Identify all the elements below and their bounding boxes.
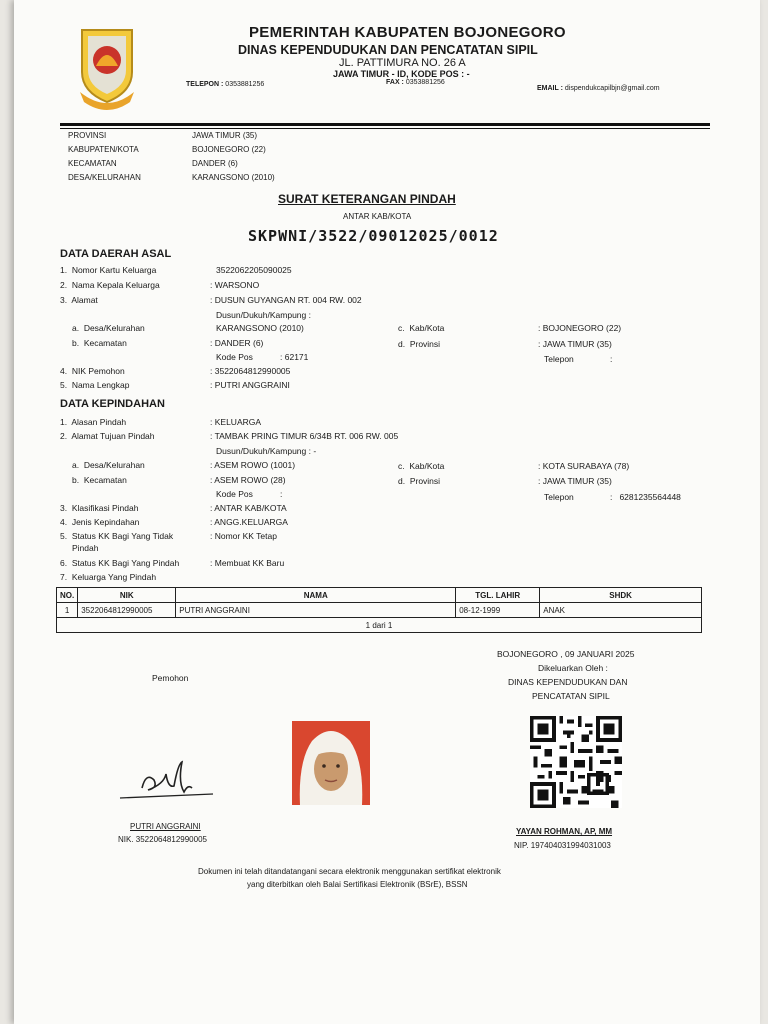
asal-row-3a: a. Desa/Kelurahan <box>72 323 145 333</box>
asal-desa: KARANGSONO (2010) <box>216 323 304 333</box>
pindah-dusun-label: Dusun/Dukuh/Kampung : - <box>216 446 317 456</box>
col-header-shdk: SHDK <box>540 588 702 603</box>
pindah-kab-label: c. Kab/Kota <box>398 461 445 471</box>
asal-prov: : JAWA TIMUR (35) <box>538 339 612 349</box>
pindah-status-tidak: : Nomor KK Tetap <box>210 531 277 541</box>
section-heading-kepindahan: DATA KEPINDAHAN <box>60 398 165 410</box>
asal-prov-label: d. Provinsi <box>398 339 441 349</box>
table-pagination-row <box>57 618 702 633</box>
agency-name: DINAS KEPENDUDUKAN DAN PENCATATAN SIPIL <box>238 43 538 57</box>
asal-row-4: 4. NIK Pemohon <box>60 366 125 376</box>
pindah-alasan: : KELUARGA <box>210 417 262 427</box>
place-date: BOJONEGORO , 09 JANUARI 2025 <box>497 649 635 659</box>
document-title: SURAT KETERANGAN PINDAH <box>278 192 456 206</box>
document-subtitle: ANTAR KAB/KOTA <box>343 212 412 221</box>
region-value-kecamatan: DANDER (6) <box>192 159 238 168</box>
header-rule-thin <box>60 128 710 129</box>
cell-nik: 3522064812990005 <box>78 603 176 618</box>
pindah-klas: : ANTAR KAB/KOTA <box>210 503 287 513</box>
asal-kodepos: : 62171 <box>280 352 309 362</box>
address-line-1: JL. PATTIMURA NO. 26 A <box>339 57 466 69</box>
region-value-kabupaten: BOJONEGORO (22) <box>192 145 266 154</box>
pindah-row-4: 4. Jenis Kepindahan <box>60 517 140 527</box>
asal-telp-label: Telepon <box>544 354 574 364</box>
region-label-kabupaten: KABUPATEN/KOTA <box>68 145 139 154</box>
pindah-row-7: 7. Keluarga Yang Pindah <box>60 572 157 582</box>
pindah-row-3: 3. Klasifikasi Pindah <box>60 503 139 513</box>
family-table <box>56 587 702 633</box>
pindah-telp: : 6281235564448 <box>610 492 681 502</box>
pindah-row-6: 6. Status KK Bagi Yang Pindah <box>60 558 180 568</box>
asal-alamat: : DUSUN GUYANGAN RT. 004 RW. 002 <box>210 295 362 305</box>
region-value-desa: KARANGSONO (2010) <box>192 173 275 182</box>
table-pagination: 1 dari 1 <box>57 618 702 633</box>
official-nip: NIP. 197404031994031003 <box>514 841 611 850</box>
header-email: EMAIL : dispendukcapilbjn@gmail.com <box>537 85 660 92</box>
cell-no: 1 <box>57 603 78 618</box>
header-rule <box>60 123 710 126</box>
address-line-2: JAWA TIMUR - ID, KODE POS : - <box>333 69 470 79</box>
col-header-nama: NAMA <box>176 588 456 603</box>
region-label-kecamatan: KECAMATAN <box>68 159 117 168</box>
official-name: YAYAN ROHMAN, AP, MM <box>516 827 613 836</box>
asal-telp-colon: : <box>610 354 613 364</box>
header-fax: FAX : 0353881256 <box>386 79 445 86</box>
pindah-kec: : ASEM ROWO (28) <box>210 475 286 485</box>
asal-nik: : 3522064812990005 <box>210 366 291 376</box>
asal-kodepos-label: Kode Pos <box>216 352 253 362</box>
table-row <box>57 603 702 618</box>
cell-tgl-lahir: 08-12-1999 <box>456 603 540 618</box>
asal-kec: : DANDER (6) <box>210 338 264 348</box>
col-header-no: NO. <box>57 588 78 603</box>
asal-row-5: 5. Nama Lengkap <box>60 380 130 390</box>
government-name: PEMERINTAH KABUPATEN BOJONEGORO <box>249 24 566 41</box>
pindah-kodepos-label: Kode Pos <box>216 489 253 499</box>
pindah-row-1: 1. Alasan Pindah <box>60 417 127 427</box>
table-header-row <box>57 588 702 603</box>
region-label-desa: DESA/KELURAHAN <box>68 173 141 182</box>
pindah-telp-label: Telepon <box>544 492 574 502</box>
pindah-desa: : ASEM ROWO (1001) <box>210 460 296 470</box>
pindah-jenis: : ANGG.KELUARGA <box>210 517 288 527</box>
issued-by: Dikeluarkan Oleh : <box>538 663 608 673</box>
pemohon-name: PUTRI ANGGRAINI <box>130 822 201 831</box>
asal-kepala: : WARSONO <box>210 280 260 290</box>
pindah-alamat: : TAMBAK PRING TIMUR 6/34B RT. 006 RW. 005 <box>210 431 399 441</box>
regency-logo <box>74 22 140 110</box>
applicant-photo <box>292 721 370 805</box>
header-telepon: TELEPON : 0353881256 <box>186 81 265 88</box>
asal-dusun-label: Dusun/Dukuh/Kampung : <box>216 310 311 320</box>
cell-shdk: ANAK <box>540 603 702 618</box>
asal-row-2: 2. Nama Kepala Keluarga <box>60 280 160 290</box>
asal-kab: : BOJONEGORO (22) <box>538 323 622 333</box>
cell-nama: PUTRI ANGGRAINI <box>176 603 456 618</box>
pindah-row-2b: b. Kecamatan <box>72 475 127 485</box>
pindah-prov: : JAWA TIMUR (35) <box>538 476 612 486</box>
pindah-row-5: 5. Status KK Bagi Yang Tidak <box>60 531 174 541</box>
pindah-row-2a: a. Desa/Kelurahan <box>72 460 145 470</box>
pindah-status-pindah: : Membuat KK Baru <box>210 558 285 568</box>
col-header-nik: NIK <box>78 588 176 603</box>
pindah-kodepos-colon: : <box>280 489 283 499</box>
pemohon-label: Pemohon <box>152 673 189 683</box>
pemohon-nik: NIK. 3522064812990005 <box>118 835 207 844</box>
section-heading-asal: DATA DAERAH ASAL <box>60 248 172 260</box>
pindah-row-5-cont: Pindah <box>72 543 99 553</box>
footer-line-2: yang diterbitkan oleh Balai Sertifikasi Elektronik (BSrE), BSSN <box>247 880 468 889</box>
pindah-row-2: 2. Alamat Tujuan Pindah <box>60 431 155 441</box>
footer-line-1: Dokumen ini telah ditandatangani secara elektronik menggunakan sertifikat elektronik <box>198 867 501 876</box>
asal-row-1: 1. Nomor Kartu Keluarga <box>60 265 157 275</box>
asal-row-3b: b. Kecamatan <box>72 338 127 348</box>
qr-code <box>527 716 625 808</box>
office-line-2: PENCATATAN SIPIL <box>532 691 610 701</box>
col-header-tgl-lahir: TGL. LAHIR <box>456 588 540 603</box>
asal-row-3: 3. Alamat <box>60 295 98 305</box>
office-line-1: DINAS KEPENDUDUKAN DAN <box>508 677 628 687</box>
region-label-provinsi: PROVINSI <box>68 131 107 140</box>
asal-nama: : PUTRI ANGGRAINI <box>210 380 290 390</box>
pemohon-signature <box>118 758 218 808</box>
asal-kab-label: c. Kab/Kota <box>398 323 445 333</box>
asal-nkk: 3522062205090025 <box>216 265 292 275</box>
document-number: SKPWNI/3522/09012025/0012 <box>248 227 499 245</box>
region-value-provinsi: JAWA TIMUR (35) <box>192 131 258 140</box>
pindah-kab: : KOTA SURABAYA (78) <box>538 461 630 471</box>
pindah-prov-label: d. Provinsi <box>398 476 441 486</box>
